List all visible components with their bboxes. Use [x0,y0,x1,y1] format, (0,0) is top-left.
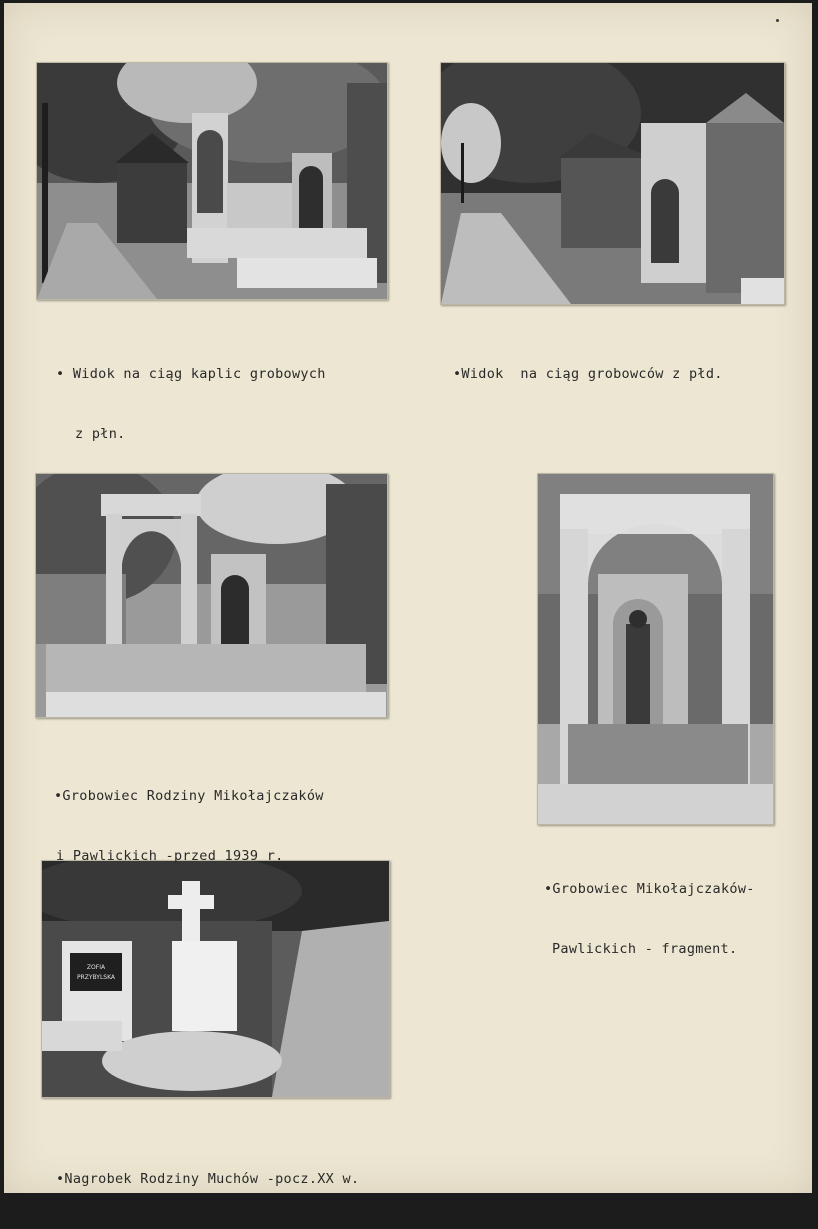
caption-photo-1-line-1: • Widok na ciąg kaplic grobowych [56,366,326,382]
caption-photo-1-line-2: z płn. [75,426,126,442]
photo-tomb-before-1939 [35,473,388,718]
photo-tomb-fragment [537,473,774,825]
caption-photo-2-line-1: •Widok na ciąg grobowców z płd. [453,366,723,382]
caption-photo-3-line-1: •Grobowiec Rodziny Mikołajczaków [54,788,324,804]
caption-photo-1 [56,324,326,484]
caption-photo-4 [544,839,755,999]
caption-photo-3 [54,746,324,906]
caption-photo-4-line-1: •Grobowiec Mikołajczaków- [544,881,755,897]
photo-chapels-north [36,62,388,300]
photo-tombs-south [440,62,785,305]
plaque-line-1: ZOFIA [86,964,106,971]
caption-photo-3-line-2: i Pawlickich -przed 1939 r. [56,848,284,864]
plaque-line-2: PRZYBYLSKA [76,974,116,981]
album-page [4,3,812,1193]
caption-photo-5 [56,1129,359,1229]
caption-photo-4-line-2: Pawlickich - fragment. [552,941,738,957]
caption-photo-2 [453,324,723,424]
caption-photo-5-line-1: •Nagrobek Rodziny Muchów -pocz.XX w. [56,1171,360,1187]
pin-mark [776,19,779,22]
